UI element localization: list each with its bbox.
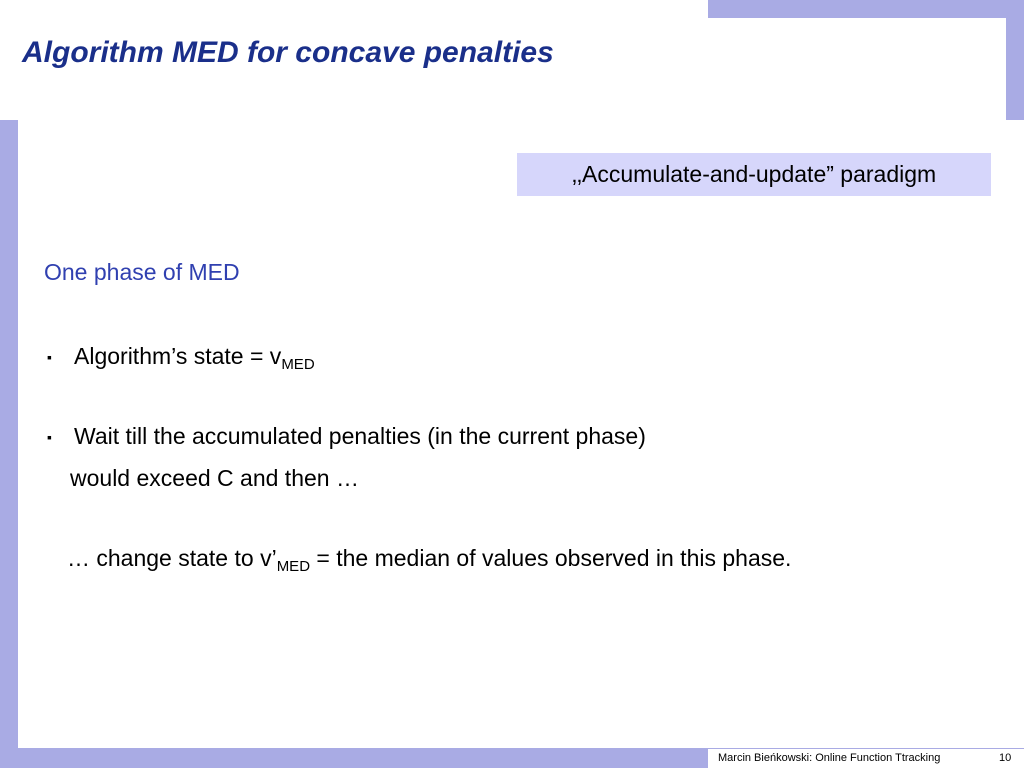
paradigm-callout [517,153,991,196]
footer-author-title: Marcin Bieńkowski: Online Function Ttracking [718,752,941,764]
bullet-state-text: Algorithm’s state = v [74,343,282,369]
bullet-square-icon: ▪ [47,349,52,365]
bullet-state-subscript: MED [281,356,315,373]
frame-band-top [708,0,1024,18]
change-state-line [67,545,792,575]
frame-band-left [0,120,18,768]
slide-footer [0,748,1024,768]
change-state-prefix: … change state to v’ [67,545,277,571]
bullet-wait-line1: Wait till the accumulated penalties (in the current phase) [74,423,646,449]
slide-title: Algorithm MED for concave penalties [22,36,554,69]
bullet-wait-line2: would exceed C and then … [70,465,359,491]
change-state-suffix: = the median of values observed in this phase. [310,545,792,571]
bullet-square-icon: ▪ [47,429,52,445]
page-number: 10 [999,752,1012,764]
section-subtitle: One phase of MED [44,259,240,285]
change-state-subscript: MED [276,558,311,575]
bullet-state [74,343,315,373]
paradigm-label: ‚‚Accumulate-and-update” paradigm [571,161,937,187]
frame-band-right [1006,0,1024,120]
